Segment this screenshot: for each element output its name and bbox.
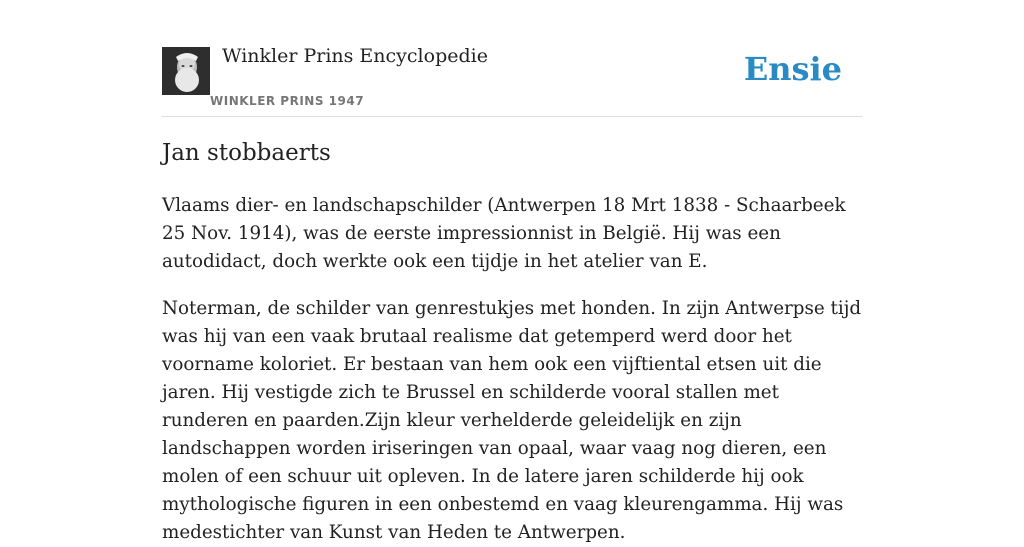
article-paragraph: Noterman, de schilder van genrestukjes met honden. In zijn Antwerpse tijd was hij van een vaak brutaal realisme dat getemperd werd door het voorname koloriet. Er bestaan van hem ook een vijftiental etsen uit die jaren. Hij vestigde zich te Brussel en schilderde vooral stallen met runderen en paarden.Zijn kleur verhelderde geleidelijk en zijn landschappen worden iriseringen van opaal, waar vaag nog dieren, een molen of een schuur uit opleven. In de latere jaren schilderde hij ook mythologische figuren in een onbestemd en vaag kleurengamma. Hij was medestichter van Kunst van Heden te Antwerpen. [162, 298, 862, 543]
publication-avatar[interactable] [162, 47, 210, 95]
page-container [162, 0, 862, 543]
bearded-man-portrait-icon [162, 47, 210, 95]
article-title: Jan stobbaerts [162, 140, 331, 166]
publication-header [162, 0, 862, 117]
article-paragraph: Vlaams dier- en landschapschilder (Antwerpen 18 Mrt 1838 - Schaarbeek 25 Nov. 1914), was de eerste impressionnist in België. Hij was een autodidact, doch werkte ook een tijdje in het atelier van E. [162, 195, 846, 272]
publication-name[interactable]: Winkler Prins Encyclopedie [222, 45, 488, 67]
publication-subtitle: WINKLER PRINS 1947 [210, 94, 365, 108]
brand-logo[interactable]: Ensie [743, 50, 842, 88]
